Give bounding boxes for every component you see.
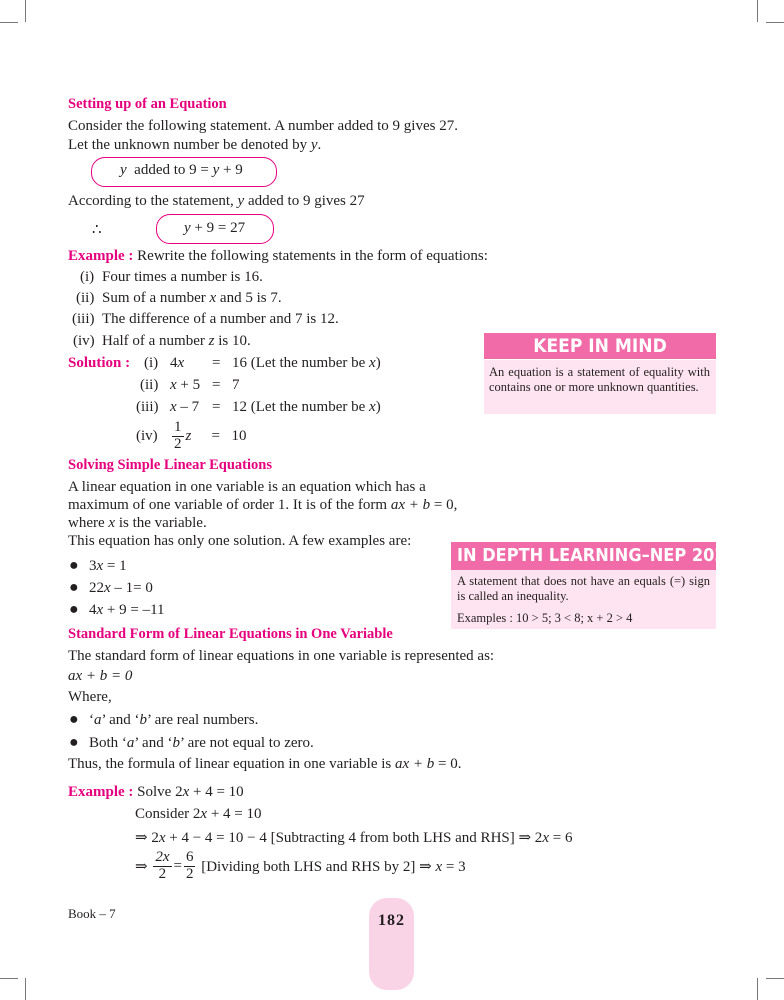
in-depth-learning-text: A statement that does not have an equals (=) sign is called an inequality. <box>457 574 710 603</box>
keep-in-mind-title: KEEP IN MIND <box>484 333 716 359</box>
solution-step: ⇒ 2x + 4 − 4 = 10 − 4 [Subtracting 4 from both LHS and RHS] ⇒ 2x = 6 <box>135 830 573 846</box>
solution-row: (i) 4x = 16 (Let the number be x) <box>144 355 381 371</box>
paragraph-line: Thus, the formula of linear equation in one variable is ax + b = 0. <box>68 756 462 772</box>
page-number: 182 <box>378 912 405 929</box>
paragraph-line: where x is the variable. <box>68 515 207 531</box>
solution-label: Solution : <box>68 355 131 371</box>
list-item: ● 4x + 9 = –11 <box>89 602 165 619</box>
solution-row: (iii) x – 7 = 12 (Let the number be x) <box>136 399 381 415</box>
example-intro: Example : Solve 2x + 4 = 10 <box>68 784 244 800</box>
paragraph-line: maximum of one variable of order 1. It is of the form ax + b = 0, <box>68 497 458 513</box>
crop-mark <box>0 978 18 979</box>
standard-form-equation: ax + b = 0 <box>68 668 133 684</box>
list-item: ● Both ‘a’ and ‘b’ are not equal to zero. <box>89 735 314 752</box>
paragraph-line: A linear equation in one variable is an equation which has a <box>68 479 426 495</box>
in-depth-learning-title: IN DEPTH LEARNING–NEP 2020 <box>451 542 716 570</box>
fraction: $\frac{1}{2}$ <box>174 419 182 452</box>
solution-step-fraction: ⇒ $\frac{2x}{2}$ = $\frac{6}{2}$ [Dividing both LHS and RHS by 2] ⇒ x = 3 <box>135 849 466 882</box>
crop-mark <box>25 0 26 22</box>
paragraph-line: Let the unknown number be denoted by y. <box>68 137 322 153</box>
list-item: ● ‘a’ and ‘b’ are real numbers. <box>89 712 258 729</box>
fraction: $\frac{6}{2}$ <box>185 849 194 882</box>
example-intro: Example : Rewrite the following statements in the form of equations: <box>68 248 488 264</box>
list-item: ● 22x – 1= 0 <box>89 580 153 597</box>
equation-oval-text: y + 9 = 27 <box>184 220 246 236</box>
section-heading-setting-up: Setting up of an Equation <box>68 96 227 112</box>
list-item: (iv) Half of a number z is 10. <box>73 333 251 349</box>
solution-step: Consider 2x + 4 = 10 <box>135 806 262 822</box>
paragraph-line: This equation has only one solution. A few examples are: <box>68 533 412 549</box>
crop-mark <box>25 978 26 1000</box>
in-depth-learning-examples: Examples : 10 > 5; 3 < 8; x + 2 > 4 <box>457 611 633 625</box>
equation-oval-text: y added to 9 = y + 9 <box>120 162 243 178</box>
solution-row: (ii) x + 5 = 7 <box>140 377 240 393</box>
list-item: ● 3x = 1 <box>89 558 127 575</box>
section-heading-solving: Solving Simple Linear Equations <box>68 457 272 473</box>
in-depth-learning-body <box>451 570 716 629</box>
paragraph-line: Where, <box>68 689 112 705</box>
section-heading-standard-form: Standard Form of Linear Equations in One Variable <box>68 626 393 642</box>
list-item: (i) Four times a number is 16. <box>80 269 263 285</box>
paragraph-line: According to the statement, y added to 9 gives 27 <box>68 193 365 209</box>
list-item: (ii) Sum of a number x and 5 is 7. <box>76 290 282 306</box>
list-item: (iii) The difference of a number and 7 is 12. <box>72 311 339 327</box>
solution-row-fraction: (iv) $\frac{1}{2}$ z = 10 <box>136 419 247 452</box>
therefore-symbol: ∴ <box>92 222 102 238</box>
book-label: Book – 7 <box>68 906 116 921</box>
fraction: $\frac{2x}{2}$ <box>155 849 170 882</box>
crop-mark <box>0 22 18 23</box>
crop-mark <box>757 0 758 22</box>
paragraph-line: Consider the following statement. A number added to 9 gives 27. <box>68 118 458 134</box>
crop-mark <box>766 22 784 23</box>
keep-in-mind-text: An equation is a statement of equality with contains one or more unknown quantities. <box>484 360 716 414</box>
crop-mark <box>766 978 784 979</box>
paragraph-line: The standard form of linear equations in one variable is represented as: <box>68 648 495 664</box>
crop-mark <box>757 978 758 1000</box>
